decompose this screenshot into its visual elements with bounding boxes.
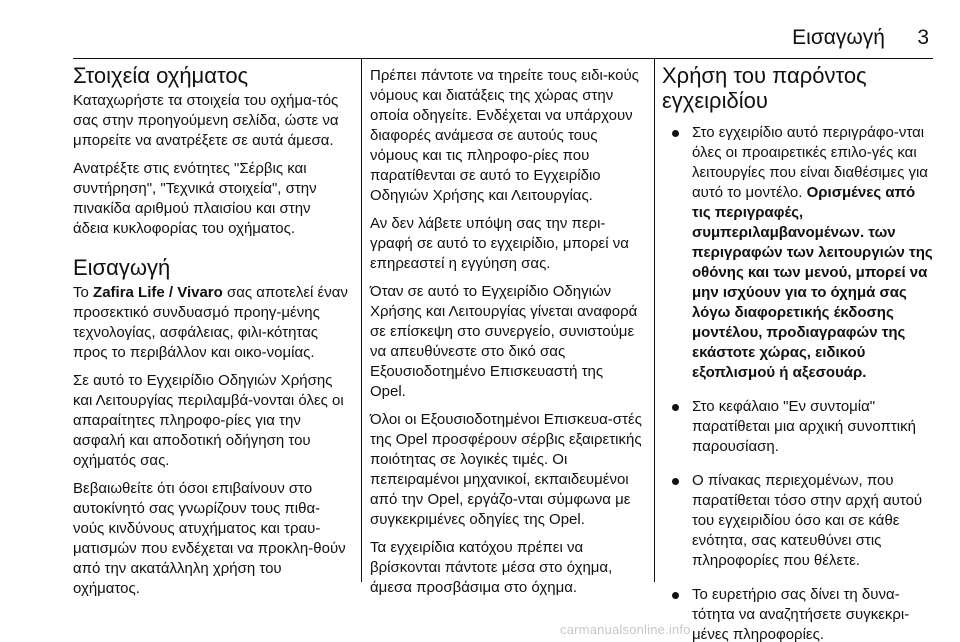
bullet-icon	[672, 592, 679, 599]
paragraph: Τα εγχειρίδια κατόχου πρέπει να βρίσκονται πάντοτε μέσα στο όχημα, άμεσα προσβάσιμα στο όχημα.	[370, 539, 613, 596]
bullet-icon	[672, 404, 679, 411]
list-item-text: Το ευρετήριο σας δίνει τη δυνα-τότητα να αναζητήσετε συγκεκρι-μένες πληροφορίες.	[692, 586, 910, 642]
page-number: 3	[917, 26, 929, 49]
page-header-title: Εισαγωγή	[792, 26, 885, 49]
section-title-using-manual: Χρήση του παρόντος εγχειριδίου	[662, 63, 867, 113]
list-item-text: Στο εγχειρίδιο αυτό περιγράφο-νται όλες οι προαιρετικές επιλο-γές και λειτουργίες που είναι διαθέσιμες για αυτό το μοντέλο.	[692, 124, 928, 201]
list-item	[662, 123, 933, 383]
paragraph: Βεβαιωθείτε ότι όσοι επιβαίνουν στο αυτοκίνητό σας γνωρίζουν τους πιθα-νούς κινδύνους ατυχήματος και τραυ-ματισμών που ενδέχεται να προκλη-θούν από την ακατάλληλη χρήση του οχήματος.	[73, 480, 346, 597]
section-title-introduction: Εισαγωγή	[73, 255, 171, 280]
column-3	[660, 58, 933, 642]
paragraph: Όταν σε αυτό το Εγχειρίδιο Οδηγιών Χρήσης και Λειτουργίας γίνεται αναφορά σε επίσκεψη στο συνεργείο, συνιστούμε να απευθύνεστε στο δικό σας Εξουσιοδοτημένο Επισκευαστή της Opel.	[370, 283, 638, 400]
section-title-vehicle-data: Στοιχεία οχήματος	[73, 63, 249, 88]
list-item-bold-text: Ορισμένες από τις περιγραφές, συμπεριλαμβανομένων. των περιγραφών των λειτουργιών της οθόνης και των μενού, μπορεί να μην ισχύουν για το όχημά σας λόγω διαφορετικής έκδοσης μοντέλου, προδιαγραφών της εκάστοτε χώρας, ειδικού εξοπλισμού ή αξεσουάρ.	[692, 184, 933, 381]
paragraph: Αν δεν λάβετε υπόψη σας την περι-γραφή σε αυτό το εγχειρίδιο, μπορεί να επηρεαστεί η εγγύηση σας.	[370, 215, 629, 272]
list-item-text: Στο κεφάλαιο "Εν συντομία" παρατίθεται μια αρχική συνοπτική παρουσίαση.	[692, 398, 916, 455]
paragraph: Ανατρέξτε στις ενότητες "Σέρβις και συντήρηση", "Τεχνικά στοιχεία", στην πινακίδα αριθμού πλαισίου και στην άδεια κυκλοφορίας του οχήματος.	[73, 160, 317, 237]
bullet-icon	[672, 130, 679, 137]
paragraph: Όλοι οι Εξουσιοδοτημένοι Επισκευα-στές της Opel προσφέρουν σέρβις εξαιρετικής ποιότητας σε λογικές τιμές. Οι πεπειραμένοι μηχανικοί, εκπαιδευμένοι από την Opel, εργάζο-νται σύμφωνα με συγκεκριμένες οδηγίες της Opel.	[370, 411, 642, 528]
column-divider-1	[361, 58, 362, 582]
column-divider-2	[654, 58, 655, 582]
page-header	[73, 26, 933, 54]
paragraph: Σε αυτό το Εγχειρίδιο Οδηγιών Χρήσης και Λειτουργίας περιλαμβά-νονται όλες οι απαραίτητες πληροφο-ρίες για την ασφαλή και αποδοτική οδήγηση του οχήματός σας.	[73, 372, 344, 469]
list-item	[662, 585, 933, 642]
paragraph: Καταχωρήστε τα στοιχεία του οχήμα-τός σας στην προηγούμενη σελίδα, ώστε να μπορείτε να ανατρέξετε σε αυτά άμεσα.	[73, 92, 339, 149]
paragraph: Πρέπει πάντοτε να τηρείτε τους ειδι-κούς νόμους και διατάξεις της χώρας στην οποία οδηγείτε. Ενδέχεται να υπάρχουν διαφορές ανάμεσα σε αυτούς τους νόμους και τις πληροφο-ρίες που παρατίθενται σε αυτό το Εγχειρίδιο Οδηγιών Χρήσης και Λειτουργίας.	[370, 67, 639, 204]
text-run: Το	[73, 284, 94, 301]
list-item	[662, 397, 933, 457]
list-item	[662, 471, 933, 571]
text-run: σας αποτελεί έναν προσεκτικό συνδυασμό προηγ-μένης τεχνολογίας, ασφάλειας, φιλι-κότητας προς το περιβάλλον και οικο-νομίας.	[73, 284, 348, 361]
list-item-text: Ο πίνακας περιεχομένων, που παρατίθεται τόσο στην αρχή αυτού του εγχειριδίου όσο και σε κάθε ενότητα, σας κατευθύνει στις πληροφορίες που θέλετε.	[692, 472, 923, 569]
bullet-list	[662, 123, 933, 642]
paragraph	[73, 283, 350, 363]
column-2	[366, 58, 649, 642]
column-1	[73, 58, 356, 642]
bullet-icon	[672, 478, 679, 485]
watermark: carmanualsonline.info	[560, 622, 691, 637]
model-name: Zafira Life / Vivaro	[93, 284, 223, 301]
